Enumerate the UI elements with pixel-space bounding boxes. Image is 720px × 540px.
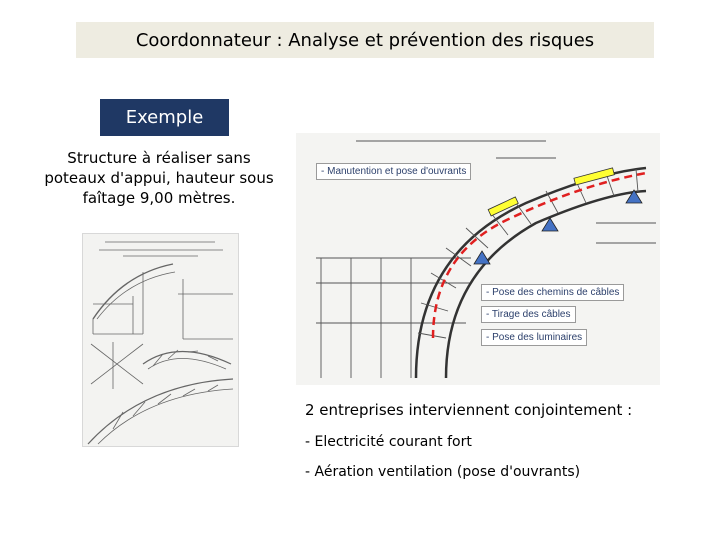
- yellow-marker: [488, 197, 518, 216]
- yellow-marker: [574, 168, 614, 185]
- label-luminaires: - Pose des luminaires: [481, 329, 587, 346]
- structure-description: [28, 148, 290, 208]
- label-manutention: - Manutention et pose d'ouvrants: [316, 163, 471, 180]
- exemple-label: Exemple: [125, 107, 204, 128]
- slide-title-text: Coordonnateur : Analyse et prévention des risques: [135, 29, 595, 51]
- company-item-aeration: - Aération ventilation (pose d'ouvrants): [305, 464, 581, 480]
- companies-heading: 2 entreprises interviennent conjointement :: [305, 401, 633, 419]
- label-chemins-cables: - Pose des chemins de câbles: [481, 284, 624, 301]
- slide-title: [76, 22, 654, 58]
- engineering-drawing-svg: [83, 234, 238, 446]
- structure-diagram-image: [296, 133, 660, 385]
- structure-line-3: faîtage 9,00 mètres.: [82, 189, 236, 207]
- engineering-drawing-image: [82, 233, 239, 447]
- structure-line-1: Structure à réaliser sans: [67, 149, 251, 167]
- blue-triangle-marker: [474, 251, 490, 264]
- label-tirage-cables: - Tirage des câbles: [481, 306, 576, 323]
- structure-line-2: poteaux d'appui, hauteur sous: [44, 169, 274, 187]
- company-item-electricite: - Electricité courant fort: [305, 434, 472, 450]
- exemple-badge: [100, 99, 229, 136]
